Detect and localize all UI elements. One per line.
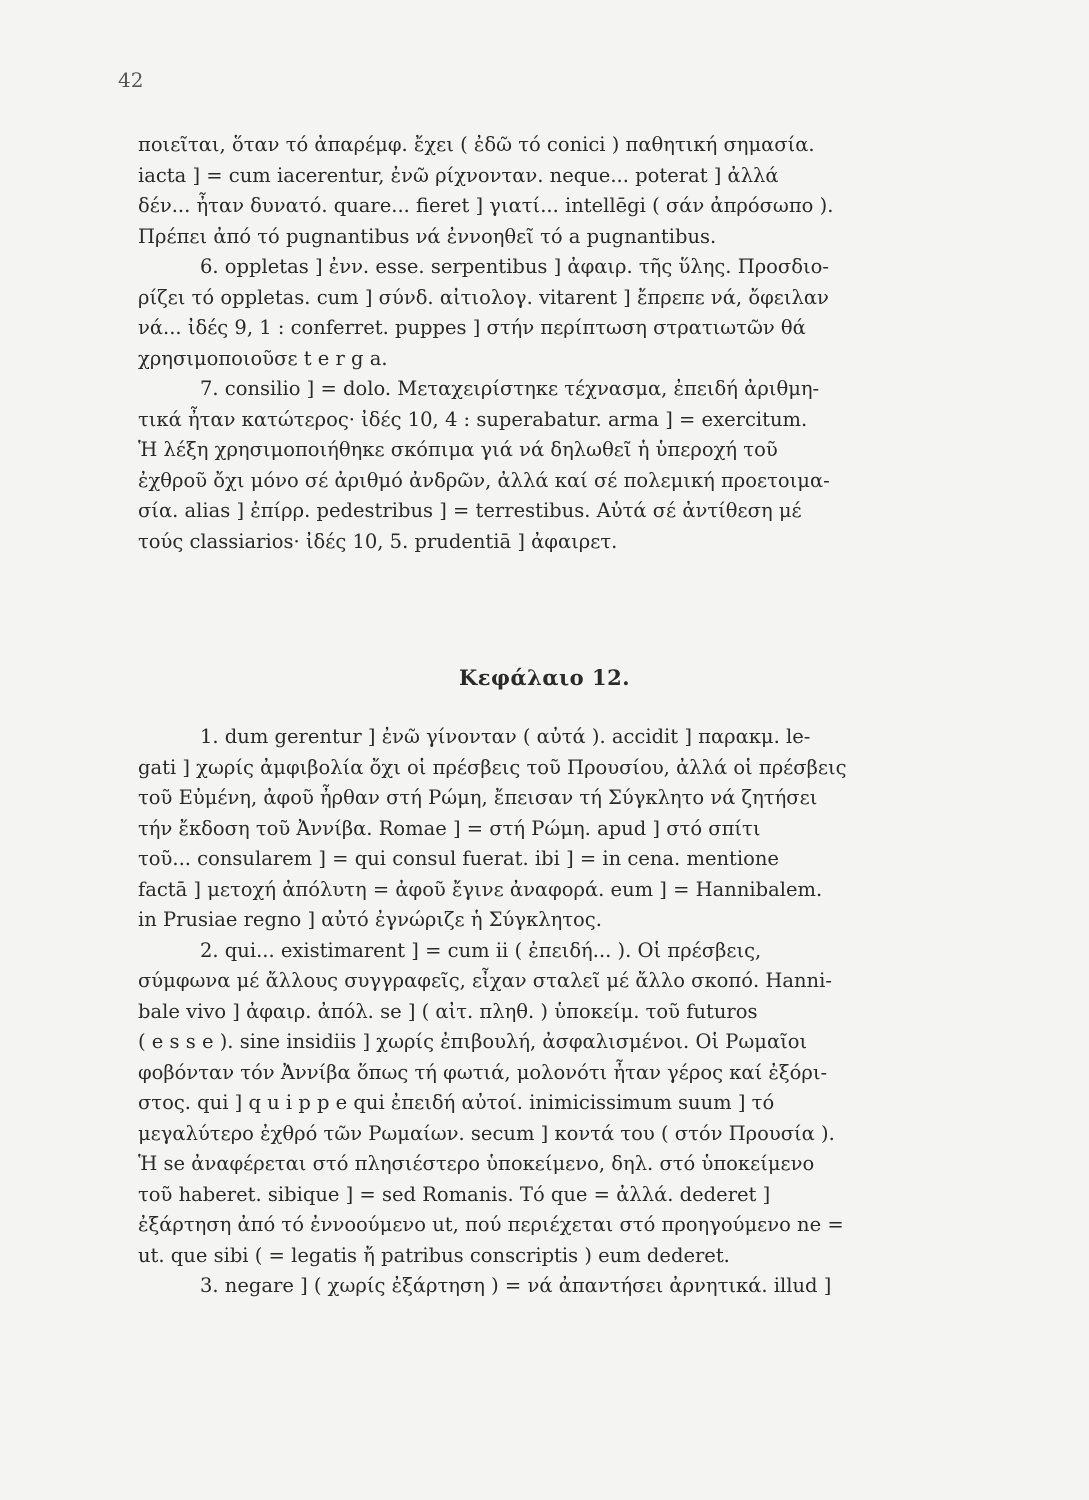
- text-line: 6. oppletas ] ἐνν. esse. serpentibus ] ἀφαιρ. τῆς ὕλης. Προσδιο-: [200, 255, 829, 278]
- text-line: 2. qui... existimarent ] = cum ii ( ἐπειδή... ). Οἱ πρέσβεις,: [200, 938, 762, 962]
- text-line: ρίζει τό oppletas. cum ] σύνδ. αἰτιολογ. vitarent ] ἔπρεπε νά, ὄφειλαν: [138, 285, 829, 309]
- text-line: σία. alias ] ἐπίρρ. pedestribus ] = terrestibus. Αὐτά σέ ἀντίθεση μέ: [138, 499, 802, 522]
- chapter-heading: Κεφάλαιο 12.: [458, 665, 631, 690]
- text-line: τοῦ Εὐμένη, ἀφοῦ ἦρθαν στή Ρώμη, ἔπεισαν τή Σύγκλητο νά ζητήσει: [138, 786, 818, 809]
- text-line: factā ] μετοχή ἀπόλυτη = ἀφοῦ ἔγινε ἀναφορά. eum ] = Hannibalem.: [138, 877, 823, 901]
- text-line: Ἡ se ἀναφέρεται στό πλησιέστερο ὑποκείμενο, δηλ. στό ὑποκείμενο: [138, 1152, 815, 1175]
- text-line: iacta ] = cum iacerentur, ἐνῶ ρίχνονταν. neque... poterat ] ἀλλά: [138, 163, 779, 187]
- text-line: ποιεῖται, ὅταν τό ἀπαρέμφ. ἔχει ( ἐδῶ τό conici ) παθητική σημασία.: [138, 133, 815, 156]
- text-line: σύμφωνα μέ ἄλλους συγγραφεῖς, εἶχαν σταλεῖ μέ ἄλλο σκοπό. Hanni-: [138, 969, 832, 992]
- text-line: 3. negare ] ( χωρίς ἐξάρτηση ) = νά ἀπαντήσει ἀρνητικά. illud ]: [200, 1274, 832, 1297]
- text-line: τοῦ haberet. sibique ] = sed Romanis. Τό que = ἀλλά. dederet ]: [138, 1182, 771, 1206]
- text-line: φοβόνταν τόν Ἀννίβα ὅπως τή φωτιά, μολονότι ἦταν γέρος καί ἐξόρι-: [138, 1060, 828, 1084]
- text-line: ut. que sibi ( = legatis ἤ patribus conscriptis ) eum dederet.: [138, 1243, 730, 1267]
- text-line: ἐχθροῦ ὄχι μόνο σέ ἀριθμό ἀνδρῶν, ἀλλά καί σέ πολεμική προετοιμα-: [138, 468, 830, 492]
- text-line: δέν... ἦταν δυνατό. quare... fieret ] γιατί... intellēgi ( σάν ἀπρόσωπο ).: [138, 194, 834, 217]
- commentary-block-2: [138, 722, 1018, 1302]
- text-line: in Prusiae regno ] αὐτό ἐγνώριζε ἡ Σύγκλητος.: [138, 908, 602, 931]
- text-line: στος. qui ] q u i p p e qui ἐπειδή αὐτοί. inimicissimum suum ] τό: [138, 1091, 775, 1114]
- text-line: χρησιμοποιοῦσε t e r g a.: [138, 346, 388, 370]
- text-line: bale vivo ] ἀφαιρ. ἀπόλ. se ] ( αἰτ. πληθ. ) ὑποκείμ. τοῦ futuros: [138, 999, 758, 1023]
- text-line: 1. dum gerentur ] ἐνῶ γίνονταν ( αὐτά ). accidit ] παρακμ. le-: [200, 725, 811, 748]
- text-line: ἐξάρτηση ἀπό τό ἐννοούμενο ut, πού περιέχεται στό προηγούμενο ne =: [138, 1213, 844, 1236]
- text-line: Ἡ λέξη χρησιμοποιήθηκε σκόπιμα γιά νά δηλωθεῖ ἡ ὑπεροχή τοῦ: [138, 438, 778, 461]
- text-line: Πρέπει ἀπό τό pugnantibus νά ἐννοηθεῖ τό a pugnantibus.: [138, 224, 717, 248]
- text-line: μεγαλύτερο ἐχθρό τῶν Ρωμαίων. secum ] κοντά του ( στόν Προυσία ).: [138, 1121, 835, 1145]
- text-line: τικά ἦταν κατώτερος· ἰδές 10, 4 : superabatur. arma ] = exercitum.: [138, 407, 808, 431]
- text-line: τήν ἔκδοση τοῦ Ἀννίβα. Romae ] = στή Ρώμη. apud ] στό σπίτι: [138, 816, 761, 840]
- text-line: τούς classiarios· ἰδές 10, 5. prudentiā ] ἀφαιρετ.: [138, 529, 618, 553]
- text-line: τοῦ... consularem ] = qui consul fuerat. ibi ] = in cena. mentione: [138, 847, 779, 870]
- page-number: 42: [118, 68, 144, 92]
- text-line: ( e s s e ). sine insidiis ] χωρίς ἐπιβουλή, ἀσφαλισμένοι. Οἱ Ρωμαῖοι: [138, 1030, 808, 1053]
- text-line: 7. consilio ] = dolo. Μεταχειρίστηκε τέχνασμα, ἐπειδή ἀριθμη-: [200, 377, 820, 400]
- commentary-block-1: [138, 130, 1018, 557]
- text-line: gati ] χωρίς ἀμφιβολία ὄχι οἱ πρέσβεις τοῦ Προυσίου, ἀλλά οἱ πρέσβεις: [138, 755, 847, 779]
- text-line: νά... ἰδές 9, 1 : conferret. puppes ] στήν περίπτωση στρατιωτῶν θά: [138, 316, 806, 339]
